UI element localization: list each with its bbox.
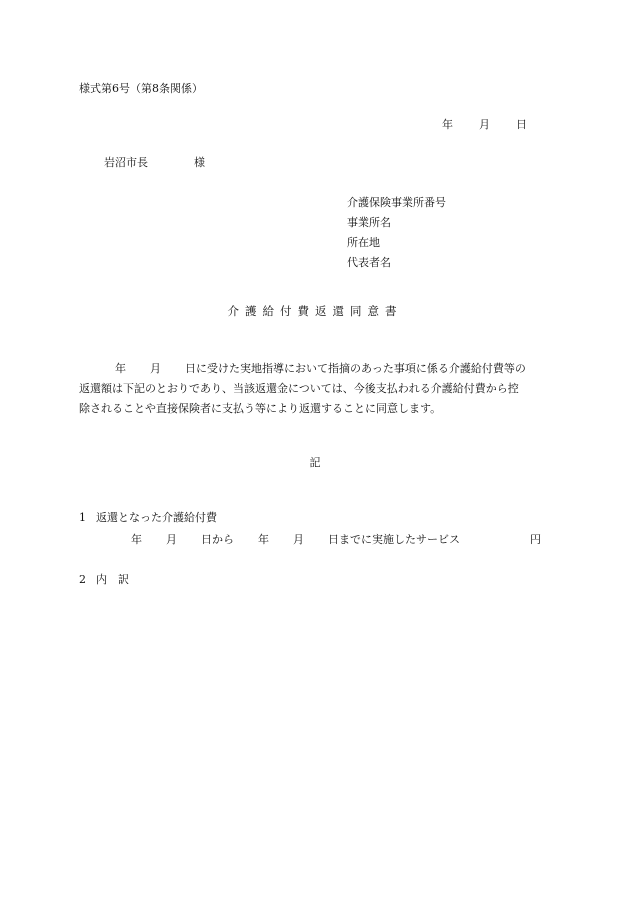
date-line [442,118,527,131]
item-1-label: 返還となった介護給付費 [96,511,217,524]
date-year-label: 年 [442,118,453,131]
item-1-number: 1 [79,511,86,524]
addressee-name: 岩沼市長 [104,156,148,169]
date-month-label: 月 [479,118,490,131]
item-2-heading [79,573,129,586]
body-line-1-rest: 日に受けた実地指導において指摘のあった事項に係る介護給付費等の [185,362,526,375]
office-address-label: 所在地 [347,236,380,249]
item-1-heading [79,511,217,524]
period-to-day: 日までに実施したサービス [328,533,460,546]
item-2-number: 2 [79,573,86,586]
item-1-period [131,533,460,546]
body-month-label: 月 [150,362,161,375]
date-day-label: 日 [516,118,527,131]
form-number: 様式第6号（第8条関係） [79,82,203,95]
body-year-label: 年 [115,362,126,375]
yen-unit: 円 [530,533,541,546]
period-from-year: 年 [131,533,142,546]
office-representative-label: 代表者名 [347,256,391,269]
office-number-label: 介護保険事業所番号 [347,196,446,209]
period-from-month: 月 [166,533,177,546]
consent-body-text [79,359,549,419]
addressee [104,156,205,169]
item-2-label: 内 訳 [96,573,129,586]
addressee-honorific: 様 [194,156,205,169]
document-title: 介護給付費返還同意書 [227,304,403,318]
period-to-year: 年 [258,533,269,546]
office-info-block [347,193,446,273]
ki-heading: 記 [309,456,321,469]
body-line-3: 除されることや直接保険者に支払う等により返還することに同意します。 [79,402,442,415]
period-from-day: 日から [201,533,234,546]
body-line-1 [79,359,549,379]
office-name-label: 事業所名 [347,216,391,229]
period-to-month: 月 [293,533,304,546]
body-line-2: 返還額は下記のとおりであり、当該返還金については、今後支払われる介護給付費から控 [79,382,519,395]
